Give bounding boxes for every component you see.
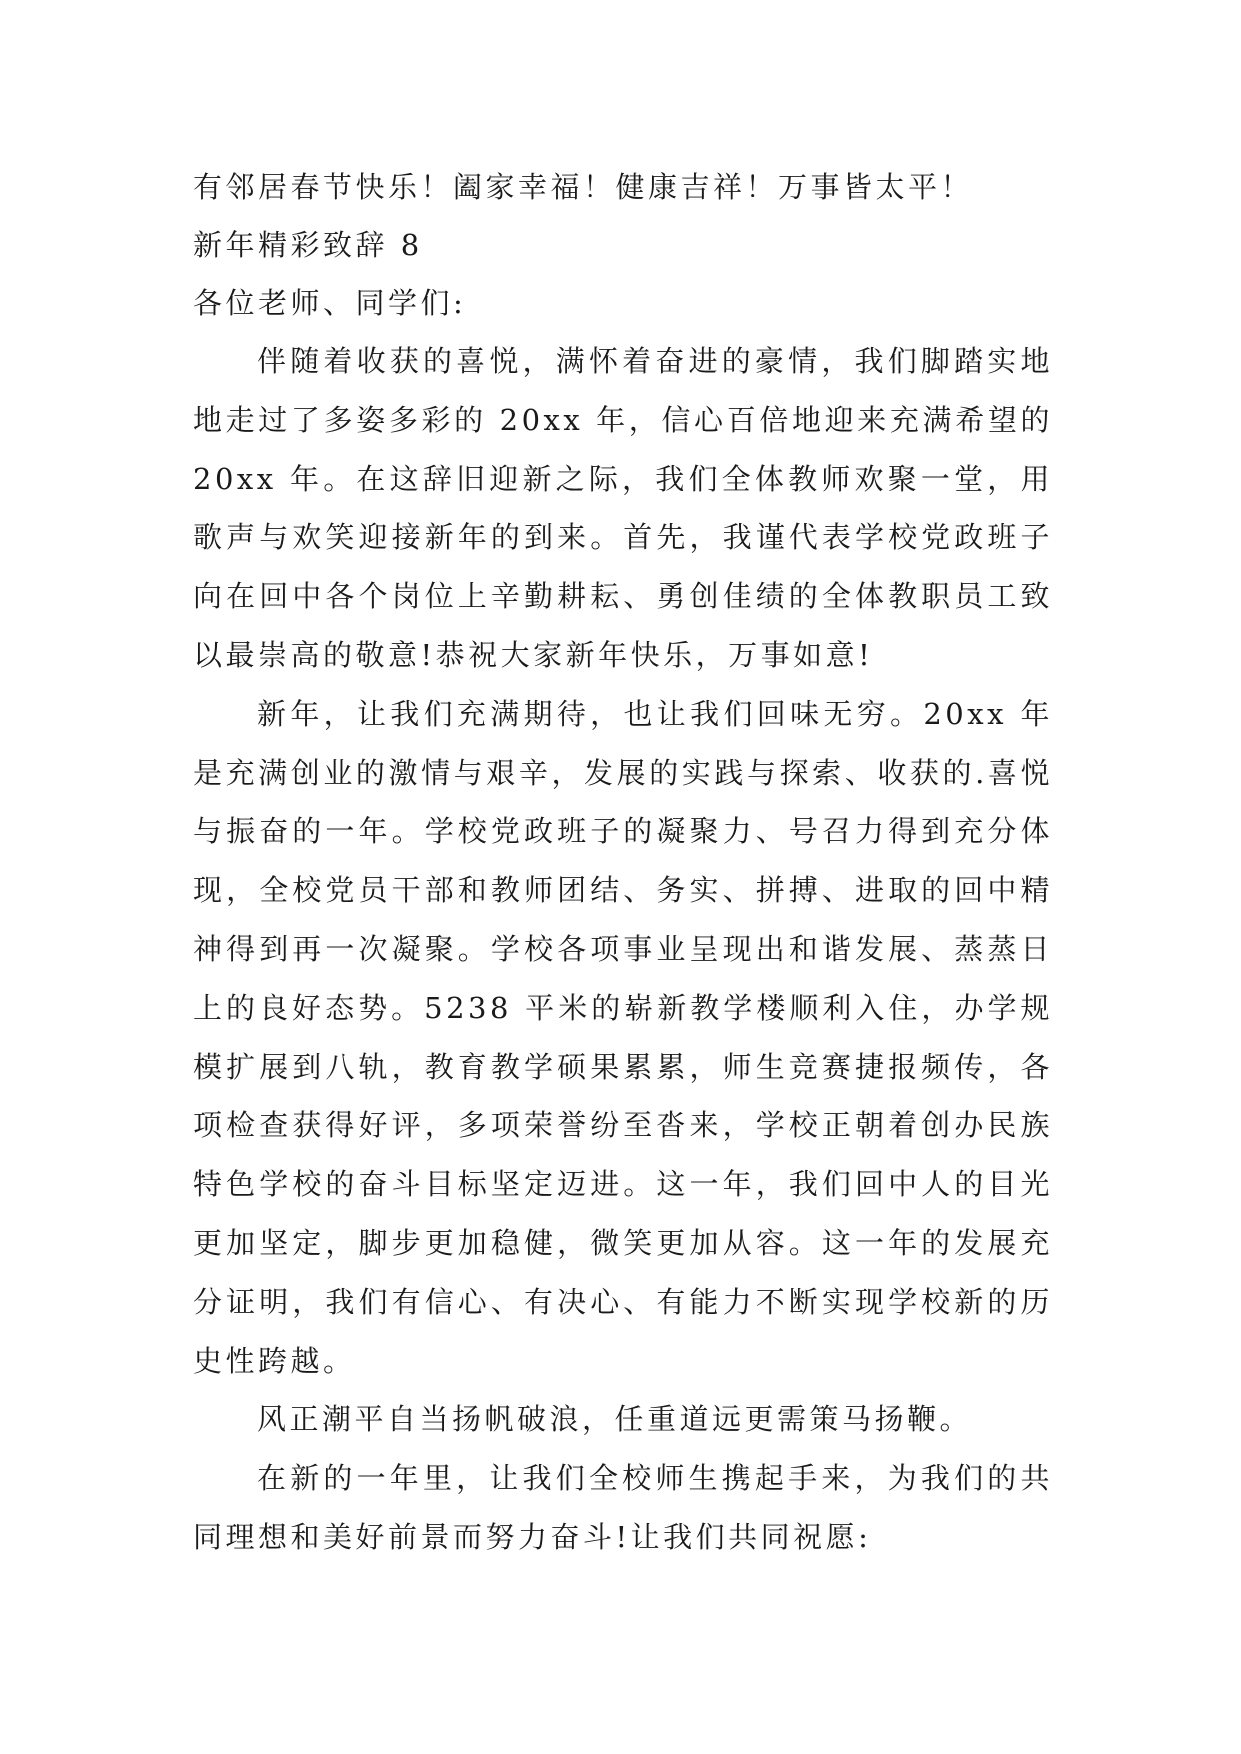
paragraph: 在新的一年里，让我们全校师生携起手来，为我们的共同理想和美好前景而努力奋斗!让我们共同祝愿: — [193, 1461, 1053, 1554]
section-heading: 新年精彩致辞 8 — [193, 228, 423, 262]
paragraph: 风正潮平自当扬帆破浪，任重道远更需策马扬鞭。 — [257, 1402, 973, 1437]
salutation: 各位老师、同学们: — [193, 286, 467, 320]
paragraph: 新年，让我们充满期待，也让我们回味无穷。20xx 年是充满创业的激情与艰辛，发展的实践与探索、收获的.喜悦与振奋的一年。学校党政班子的凝聚力、号召力得到充分体现，全校党员干部和教师团结、务实、拼搏、进取的回中精神得到再一次凝聚。学校各项事业呈现出和谐发展、蒸蒸日上的良好态势。5238 平米的崭新教学楼顺利入住，办学规模扩展到八轨，教育教学硕果累累，师生竞赛捷报频传，各项检查获得好评，多项荣誉纷至沓来，学校正朝着创办民族特色学校的奋斗目标坚定迈进。这一年，我们回中人的目光更加坚定，脚步更加稳健，微笑更加从容。这一年的发展充分证明，我们有信心、有决心、有能力不断实现学校新的历史性跨越。 — [193, 696, 1053, 1378]
closing-line: 有邻居春节快乐！阖家幸福！健康吉祥！万事皆太平！ — [193, 170, 974, 204]
document-page — [193, 158, 1053, 1567]
paragraph: 伴随着收获的喜悦，满怀着奋进的豪情，我们脚踏实地地走过了多姿多彩的 20xx 年，信心百倍地迎来充满希望的 20xx 年。在这辞旧迎新之际，我们全体教师欢聚一堂，用歌声与欢笑迎接新年的到来。首先，我谨代表学校党政班子向在回中各个岗位上辛勤耕耘、勇创佳绩的全体教职员工致以最崇高的敬意!恭祝大家新年快乐，万事如意! — [193, 344, 1053, 672]
